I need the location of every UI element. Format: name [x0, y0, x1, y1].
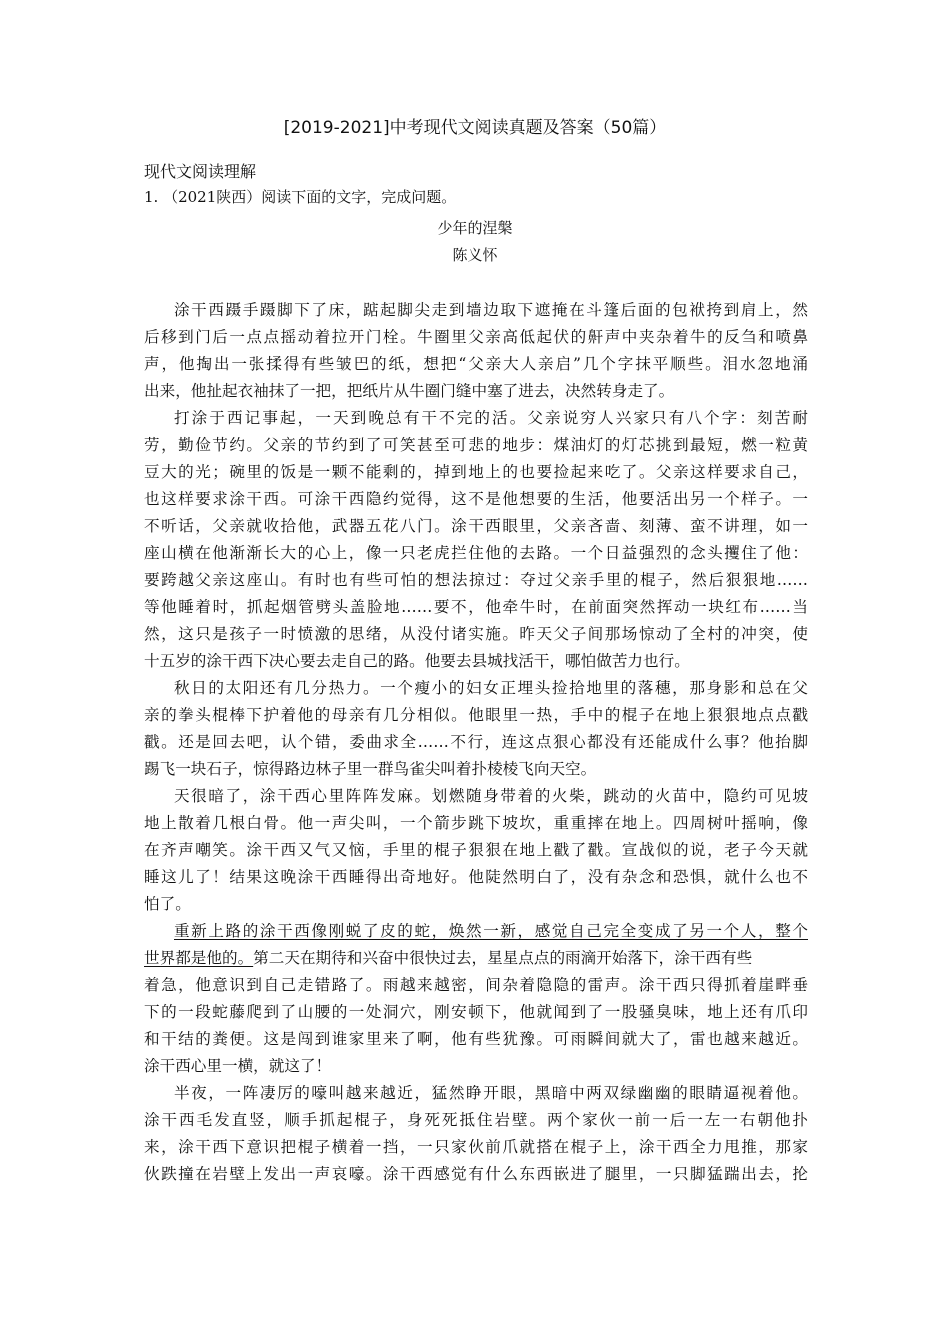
text-line: 下的一段蛇藤爬到了山腰的一处洞穴，刚安顿下，他就闻到了一股骚臭味，地上还有爪印: [144, 1003, 808, 1021]
text-line: 半夜，一阵凄厉的嚎叫越来越近，猛然睁开眼，黑暗中两双绿幽幽的眼睛逼视着他。: [174, 1084, 808, 1102]
text-line: 然，这只是孩子一时愤激的思绪，从没付诸实施。昨天父子间那场惊动了全村的冲突，使: [144, 625, 808, 643]
text-line: 涂干西毛发直竖，顺手抓起棍子，身死死抵住岩壁。两个家伙一前一后一左一右朝他扑: [144, 1111, 808, 1129]
story-title: 少年的涅槃: [437, 219, 513, 237]
text-line: 来，涂干西下意识把棍子横着一挡，一只家伙前爪就搭在棍子上，涂干西全力甩推，那家: [144, 1138, 808, 1156]
text-line: 天很暗了，涂干西心里阵阵发麻。划燃随身带着的火柴，跳动的火苗中，隐约可见坡: [174, 787, 808, 805]
text-line: 踢飞一块石子，惊得路边林子里一群鸟雀尖叫着扑棱棱飞向天空。: [144, 760, 597, 778]
text-line: 睡这儿了！结果这晚涂干西睡得出奇地好。他陡然明白了，没有杂念和恐惧，就什么也不: [144, 868, 808, 886]
question-prompt: 1. （2021陕西）阅读下面的文字，完成问题。: [144, 188, 457, 206]
text-line: 不听话，父亲就收拾他，武器五花八门。涂干西眼里，父亲吝啬、刻薄、蛮不讲理，如一: [144, 517, 808, 535]
text-line: 声，他掏出一张揉得有些皱巴的纸，想把“父亲大人亲启”几个字抹平顺些。泪水忽地涌: [144, 355, 808, 373]
text-line: 要跨越父亲这座山。有时也有些可怕的想法掠过：夺过父亲手里的棍子，然后狠狠地……: [144, 571, 808, 589]
text-continuation: 第二天在期待和兴奋中很快过去，星星点点的雨滴开始落下，涂干西有些: [253, 949, 753, 967]
text-line: 涂干西心里一横，就这了！: [144, 1057, 332, 1075]
text-line: 豆大的光；碗里的饭是一颗不能剩的，掉到地上的也要捡起来吃了。父亲这样要求自己，: [144, 463, 808, 481]
text-line-mixed: [144, 947, 808, 969]
story-author: 陈义怀: [452, 246, 498, 264]
text-line: 和干结的粪便。这是闯到谁家里来了啊，他有些犹豫。可雨瞬间就大了，雷也越来越近。: [144, 1030, 808, 1048]
text-line: 座山横在他渐渐长大的心上，像一只老虎拦住他的去路。一个日益强烈的念头攫住了他：: [144, 544, 808, 562]
text-line: 也这样要求涂干西。可涂干西隐约觉得，这不是他想要的生活，他要活出另一个样子。一: [144, 490, 808, 508]
text-line: 等他睡着时，抓起烟管劈头盖脸地……要不，他牵牛时，在前面突然挥动一块红布……当: [144, 598, 808, 616]
text-line: 出来，他扯起衣袖抹了一把，把纸片从牛圈门缝中塞了进去，决然转身走了。: [144, 382, 675, 400]
text-line: 怕了。: [144, 895, 191, 913]
text-line: 涂干西蹑手蹑脚下了床，踮起脚尖走到墙边取下遮掩在斗篷后面的包袱挎到肩上，然: [174, 301, 808, 319]
text-line: 在齐声嘲笑。涂干西又气又恼，手里的棍子狠狠在地上戳了戳。宣战似的说，老子今天就: [144, 841, 808, 859]
document-title: [2019-2021]中考现代文阅读真题及答案（50篇）: [283, 118, 667, 138]
underlined-text: 世界都是他的。: [144, 949, 254, 967]
text-line: 地上散着几根白骨。他一声尖叫，一个箭步跳下坡坎，重重摔在地上。四周树叶摇响，像: [144, 814, 808, 832]
text-line: 打涂于西记事起，一天到晚总有干不完的活。父亲说穷人兴家只有八个字：刻苦耐: [174, 409, 808, 427]
text-line: 后移到门后一点点摇动着拉开门栓。牛圈里父亲高低起伏的鼾声中夹杂着牛的反刍和喷鼻: [144, 328, 808, 346]
text-line: 十五岁的涂干西下决心要去走自己的路。他要去县城找活干，哪怕做苦力也行。: [144, 652, 690, 670]
text-line: 劳，勤俭节约。父亲的节约到了可笑甚至可悲的地步：煤油灯的灯芯挑到最短，燃一粒黄: [144, 436, 808, 454]
text-line: 亲的拳头棍棒下护着他的母亲有几分相似。他眼里一热，手中的棍子在地上狠狠地点点戳: [144, 706, 808, 724]
text-line: 伙跌撞在岩壁上发出一声哀嚎。涂干西感觉有什么东西嵌进了腿里，一只脚猛踹出去，抡: [144, 1165, 808, 1183]
underlined-text-line: 重新上路的涂干西像刚蜕了皮的蛇，焕然一新，感觉自己完全变成了另一个人，整个: [174, 922, 808, 940]
text-line: 戳。还是回去吧，认个错，委曲求全……不行，连这点狠心都没有还能成什么事？他抬脚: [144, 733, 808, 751]
section-heading: 现代文阅读理解: [144, 162, 257, 181]
text-line: 秋日的太阳还有几分热力。一个瘦小的妇女正埋头捡拾地里的落穗，那身影和总在父: [174, 679, 808, 697]
text-line: 着急，他意识到自己走错路了。雨越来越密，间杂着隐隐的雷声。涂干西只得抓着崖畔垂: [144, 976, 808, 994]
